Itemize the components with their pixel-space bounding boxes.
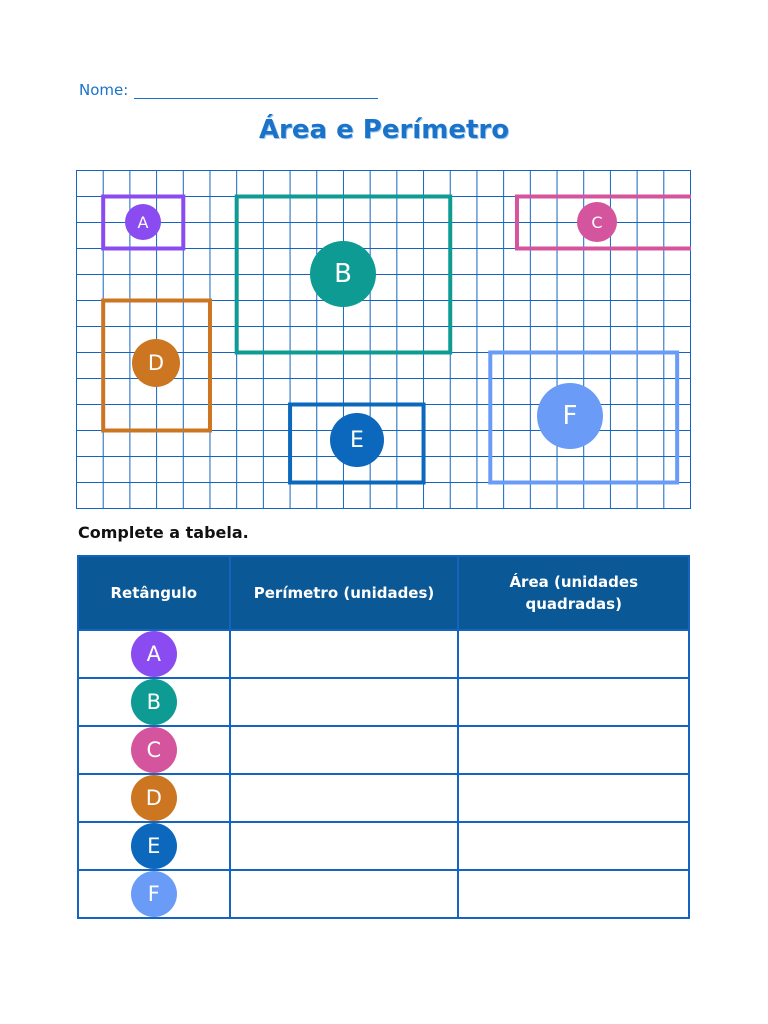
area-cell[interactable] — [458, 822, 689, 870]
perimeter-cell[interactable] — [230, 774, 459, 822]
perimeter-cell[interactable] — [230, 822, 459, 870]
answer-table — [77, 555, 690, 919]
area-cell[interactable] — [458, 678, 689, 726]
area-cell[interactable] — [458, 726, 689, 774]
name-label: Nome: — [79, 81, 129, 99]
rectangle-a-label: A — [125, 204, 161, 240]
perimeter-cell[interactable] — [230, 726, 459, 774]
header-area: Área (unidades quadradas) — [458, 556, 689, 630]
rectangle-f-label: F — [537, 383, 603, 449]
perimeter-cell[interactable] — [230, 678, 459, 726]
name-row — [79, 79, 378, 99]
table-row — [78, 726, 689, 774]
table-row — [78, 630, 689, 678]
area-cell[interactable] — [458, 870, 689, 918]
perimeter-cell[interactable] — [230, 870, 459, 918]
table-row — [78, 678, 689, 726]
table-header-row — [78, 556, 689, 630]
rectangle-cell — [78, 822, 230, 870]
rectangle-cell — [78, 774, 230, 822]
name-field-line[interactable] — [134, 84, 378, 99]
rectangle-cell — [78, 870, 230, 918]
rectangle-cell — [78, 726, 230, 774]
table-row — [78, 774, 689, 822]
grid-area — [76, 170, 691, 509]
rectangle-badge-f: F — [131, 871, 177, 917]
rectangle-cell — [78, 678, 230, 726]
rectangle-badge-e: E — [131, 823, 177, 869]
rectangle-b-label: B — [310, 241, 376, 307]
rectangle-e-label: E — [330, 413, 384, 467]
rectangle-badge-d: D — [131, 775, 177, 821]
header-perimeter: Perímetro (unidades) — [230, 556, 459, 630]
rectangle-badge-b: B — [131, 679, 177, 725]
rectangle-c-label: C — [577, 202, 617, 242]
rectangle-badge-c: C — [131, 727, 177, 773]
table-row — [78, 870, 689, 918]
table-body — [78, 630, 689, 918]
table-row — [78, 822, 689, 870]
instruction-text: Complete a tabela. — [78, 523, 249, 542]
header-rectangle: Retângulo — [78, 556, 230, 630]
rectangle-cell — [78, 630, 230, 678]
area-cell[interactable] — [458, 774, 689, 822]
rectangle-badge-a: A — [131, 631, 177, 677]
perimeter-cell[interactable] — [230, 630, 459, 678]
page-title: Área e Perímetro — [258, 115, 510, 145]
rectangle-d-label: D — [132, 339, 180, 387]
area-cell[interactable] — [458, 630, 689, 678]
